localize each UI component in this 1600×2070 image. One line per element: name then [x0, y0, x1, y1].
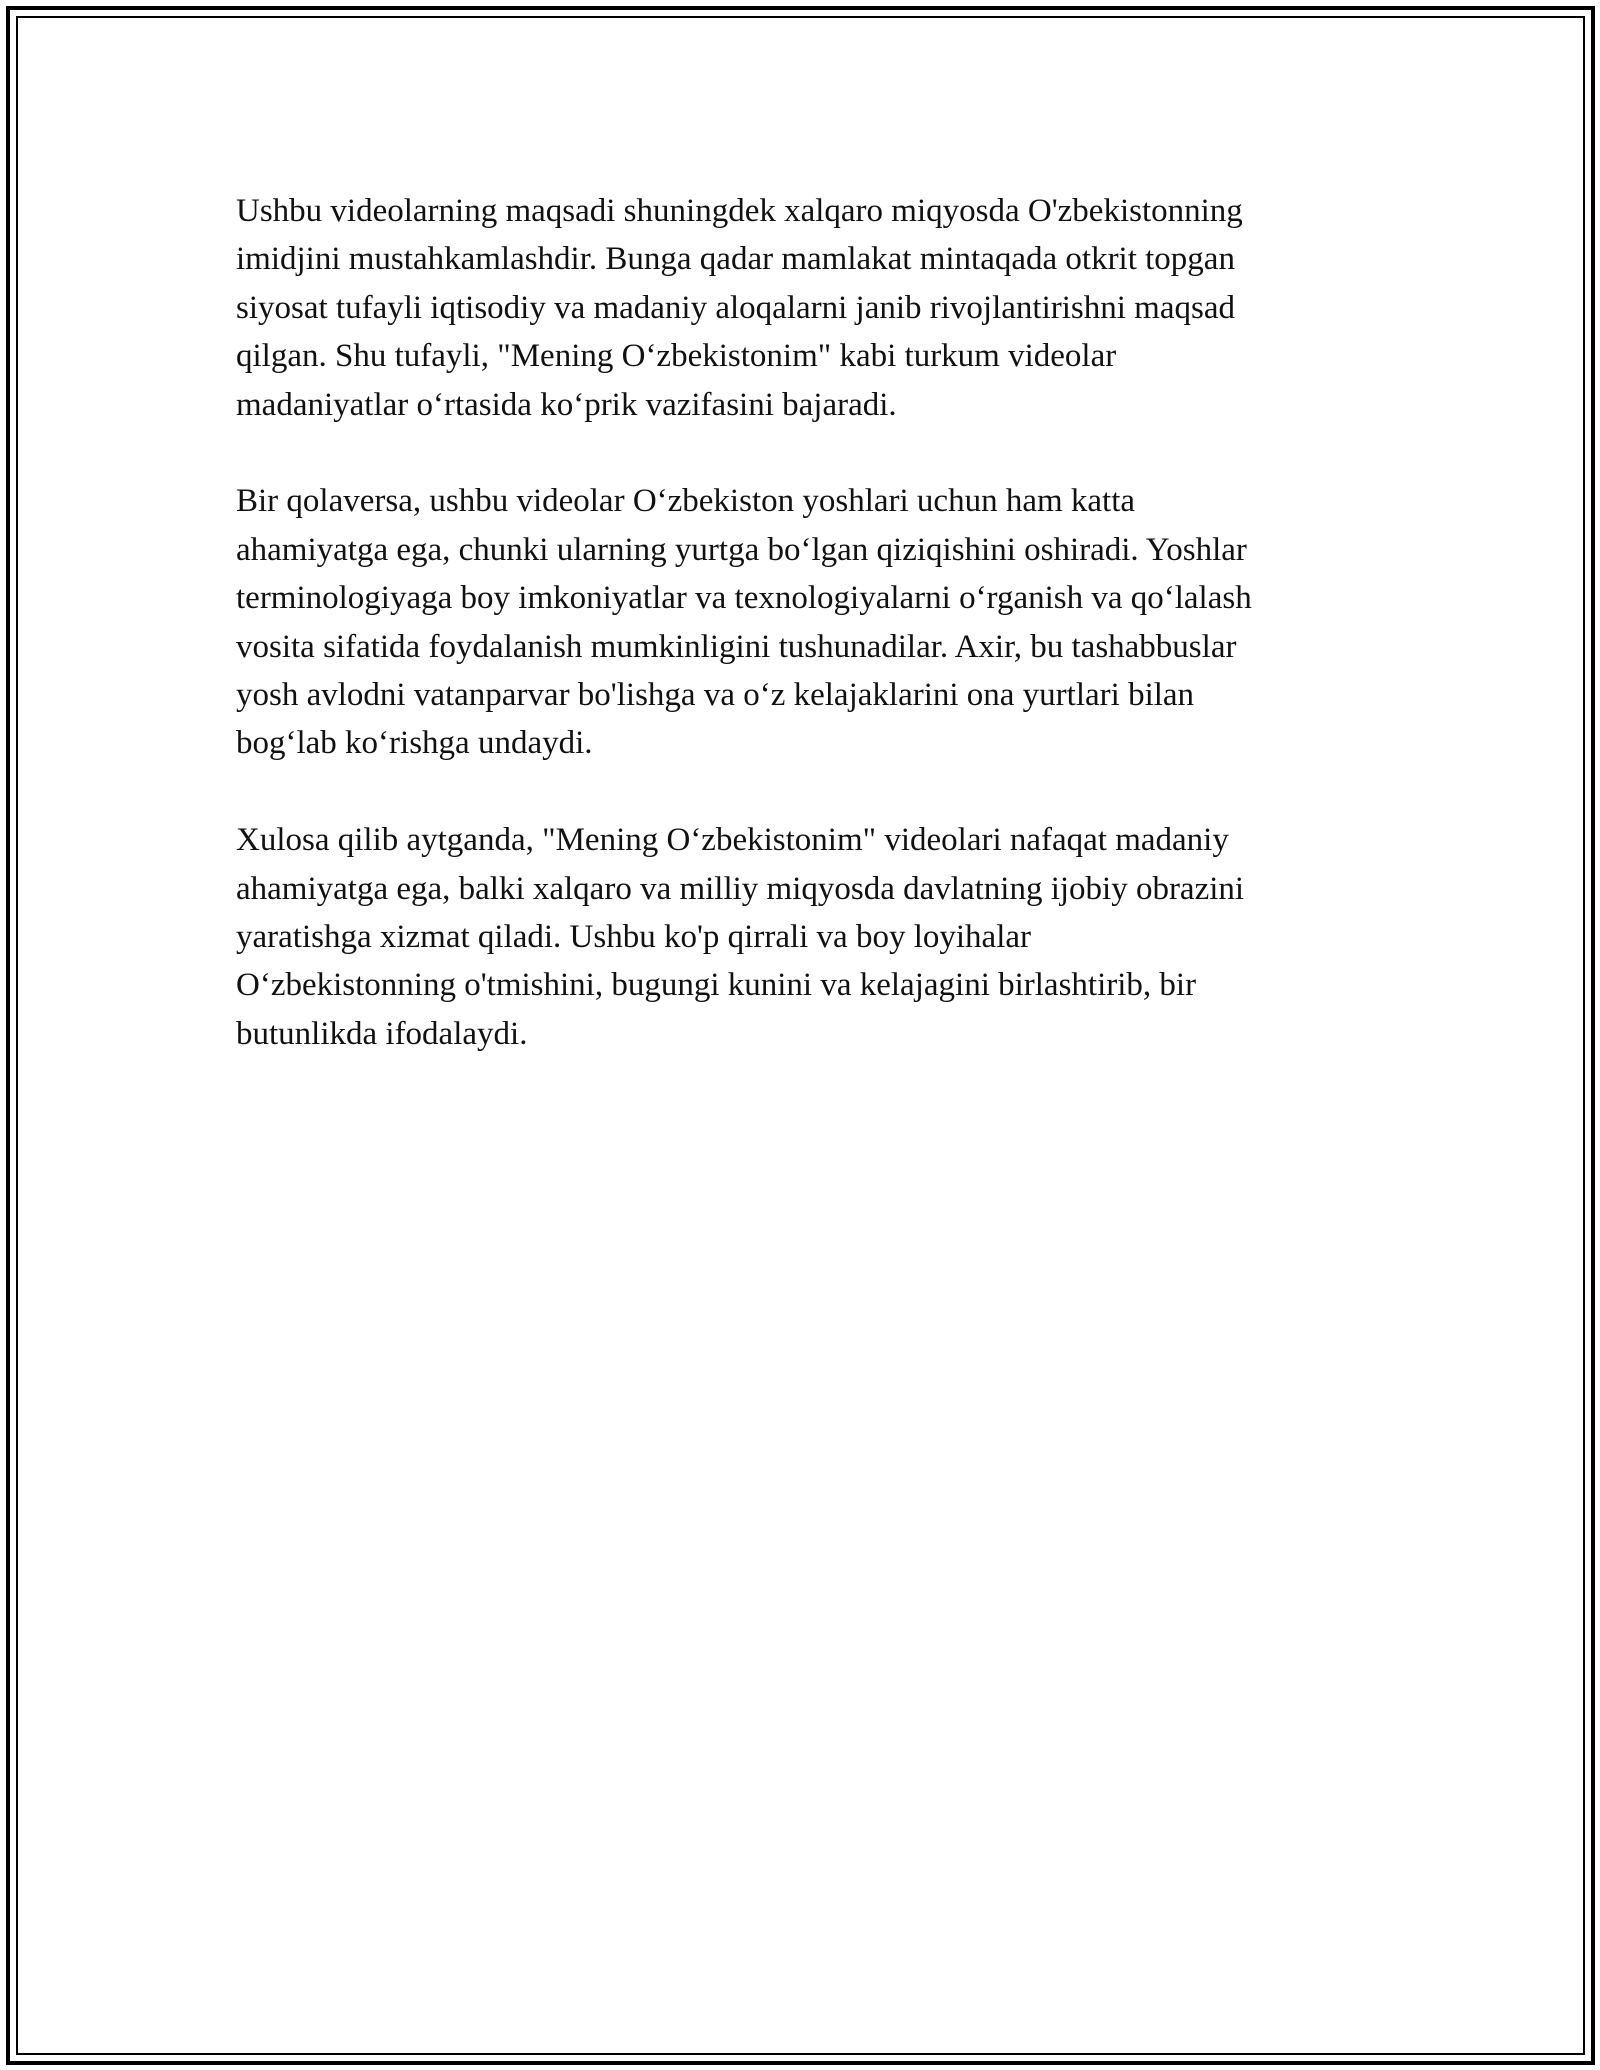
text-line: terminologiyaga boy imkoniyatlar va texnologiyalarni o‘rganish va qo‘lalash — [236, 580, 1252, 617]
paragraph-3 — [236, 816, 1376, 1058]
text-line: imidjini mustahkamlashdir. Bunga qadar mamlakat mintaqada otkrit topgan — [236, 241, 1235, 278]
text-line: siyosat tufayli iqtisodiy va madaniy aloqalarni janib rivojlantirishni maqsad — [236, 289, 1235, 326]
text-line: O‘zbekistonning o'tmishini, bugungi kunini va kelajagini birlashtirib, bir — [236, 967, 1197, 1004]
text-line: ahamiyatga ega, balki xalqaro va milliy miqyosda davlatning ijobiy obrazini — [236, 870, 1245, 907]
text-line: qilgan. Shu tufayli, "Mening O‘zbekistonim" kabi turkum videolar — [236, 338, 1117, 375]
text-line: madaniyatlar o‘rtasida ko‘prik vazifasini bajaradi. — [236, 386, 897, 423]
text-line: Xulosa qilib aytganda, "Mening O‘zbekistonim" videolari nafaqat madaniy — [236, 822, 1229, 859]
text-line: yaratishga xizmat qiladi. Ushbu ko'p qirrali va boy loyihalar — [236, 919, 1031, 956]
text-line: butunlikda ifodalaydi. — [236, 1015, 528, 1052]
text-line: Bir qolaversa, ushbu videolar O‘zbekiston yoshlari uchun ham katta — [236, 483, 1136, 520]
text-line: yosh avlodni vatanparvar bo'lishga va o‘z kelajaklarini ona yurtlari bilan — [236, 677, 1195, 714]
document-body — [236, 187, 1376, 1107]
text-line: vosita sifatida foydalanish mumkinligini tushunadilar. Axir, bu tashabbuslar — [236, 628, 1237, 665]
paragraph-2 — [236, 477, 1376, 767]
paragraph-1 — [236, 187, 1376, 429]
text-line: Ushbu videolarning maqsadi shuningdek xalqaro miqyosda O'zbekistonning — [236, 193, 1243, 229]
text-line: ahamiyatga ega, chunki ularning yurtga bo‘lgan qiziqishini oshiradi. Yoshlar — [236, 531, 1247, 568]
text-line: bog‘lab ko‘rishga undaydi. — [236, 725, 593, 762]
